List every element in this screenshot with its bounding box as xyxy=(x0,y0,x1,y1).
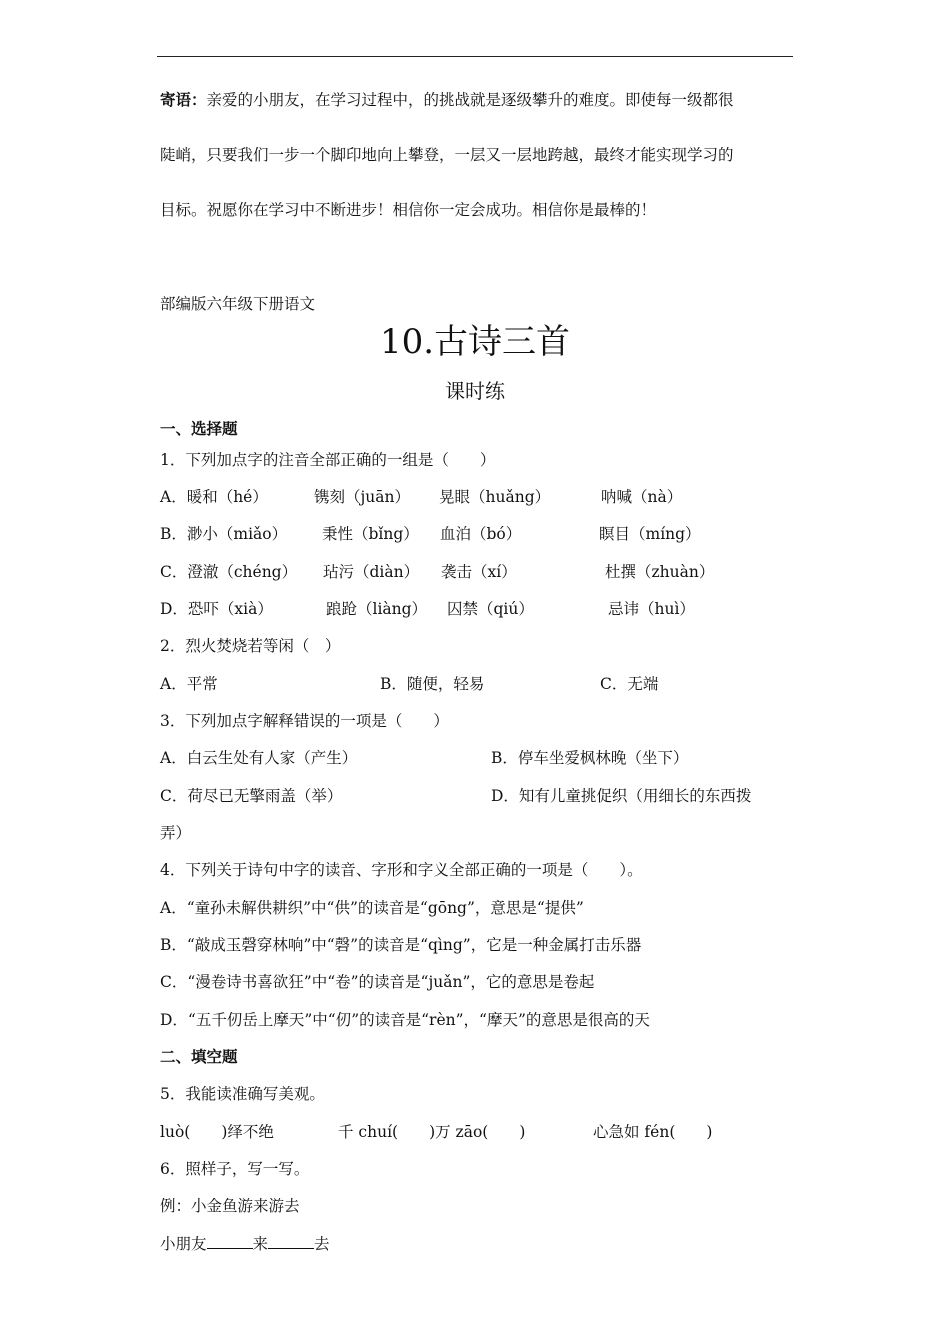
q1-a-3: 晃眼（huǎng） xyxy=(439,488,551,506)
q1-d-1: D．恐吓（xià） xyxy=(160,600,273,618)
header-rule xyxy=(157,56,793,57)
q5-item-3: 心急如 fén( ) xyxy=(593,1123,713,1141)
q6-blank-1[interactable] xyxy=(207,1234,253,1249)
q6-answer-line xyxy=(160,1234,330,1254)
q6-answer-end: 去 xyxy=(314,1235,330,1253)
q6-answer-mid: 来 xyxy=(252,1235,269,1253)
page-subtitle: 课时练 xyxy=(445,379,505,403)
header-label: 寄语： xyxy=(160,90,207,109)
q6-answer-start: 小朋友 xyxy=(160,1235,207,1253)
section-choice-heading: 一、选择题 xyxy=(160,419,238,438)
q5-item-1: luò( )绎不绝 xyxy=(160,1123,274,1141)
q1-d-4: 忌讳（huì） xyxy=(608,600,695,618)
q6-blank-2[interactable] xyxy=(268,1234,314,1249)
q4-option-b: B．“敲成玉磬穿林响”中“磬”的读音是“qìng”，它是一种金属打击乐器 xyxy=(160,936,642,954)
q3-stem: 3．下列加点字解释错误的一项是（ ） xyxy=(160,712,449,730)
q3-option-d-wrap: 弄） xyxy=(160,824,192,842)
q4-option-d: D．“五千仞岳上摩天”中“仞”的读音是“rèn”，“摩天”的意思是很高的天 xyxy=(160,1011,650,1029)
q5-item-2: 千 chuí( )万 zāo( ) xyxy=(338,1123,526,1141)
q1-b-1: B．渺小（miǎo） xyxy=(160,525,288,543)
q6-example: 例：小金鱼游来游去 xyxy=(160,1197,300,1215)
q3-option-a: A．白云生处有人家（产生） xyxy=(160,749,358,767)
q4-option-c: C．“漫卷诗书喜欲狂”中“卷”的读音是“juǎn”，它的意思是卷起 xyxy=(160,973,595,991)
q2-option-c: C．无端 xyxy=(600,675,659,693)
q1-a-2: 镌刻（juān） xyxy=(314,488,411,506)
section-fill-heading: 二、填空题 xyxy=(160,1047,238,1066)
header-text-1: 亲爱的小朋友，在学习过程中，的挑战就是逐级攀升的难度。即使每一级都很 xyxy=(206,91,734,109)
q1-d-2: 踉跄（liàng） xyxy=(326,600,428,618)
q6-stem: 6．照样子，写一写。 xyxy=(160,1160,310,1178)
q3-option-c: C．荷尽已无擎雨盖（举） xyxy=(160,787,343,805)
q3-option-b: B．停车坐爱枫林晚（坐下） xyxy=(491,749,689,767)
header-line-1 xyxy=(160,90,734,110)
q2-stem: 2．烈火焚烧若等闲（ ） xyxy=(160,637,341,655)
q4-option-a: A．“童孙未解供耕织”中“供”的读音是“gōng”，意思是“提供” xyxy=(160,899,584,917)
page-title: 10.古诗三首 xyxy=(379,322,571,362)
q2-option-a: A．平常 xyxy=(160,675,218,693)
q1-b-2: 秉性（bǐng） xyxy=(322,525,419,543)
header-line-3: 目标。祝愿你在学习中不断进步！相信你一定会成功。相信你是最棒的！ xyxy=(160,201,657,219)
doc-source: 部编版六年级下册语文 xyxy=(160,295,316,313)
q1-c-1: C．澄澈（chéng） xyxy=(160,563,298,581)
q1-a-1: A．暖和（hé） xyxy=(160,488,268,506)
q4-stem: 4．下列关于诗句中字的读音、字形和字义全部正确的一项是（ ）。 xyxy=(160,861,643,879)
q1-d-3: 囚禁（qiú） xyxy=(447,600,534,618)
q1-c-4: 杜撰（zhuàn） xyxy=(605,563,715,581)
q1-c-3: 袭击（xí） xyxy=(441,563,517,581)
q3-option-d: D．知有儿童挑促织（用细长的东西拨 xyxy=(491,787,752,805)
q1-b-4: 瞑目（míng） xyxy=(599,525,701,543)
q5-stem: 5．我能读准确写美观。 xyxy=(160,1085,325,1103)
q1-c-2: 玷污（diàn） xyxy=(323,563,420,581)
header-line-2: 陡峭，只要我们一步一个脚印地向上攀登，一层又一层地跨越，最终才能实现学习的 xyxy=(160,146,734,164)
q1-b-3: 血泊（bó） xyxy=(440,525,522,543)
q2-option-b: B．随便，轻易 xyxy=(380,675,485,693)
q1-a-4: 呐喊（nà） xyxy=(601,488,683,506)
q1-stem: 1．下列加点字的注音全部正确的一组是（ ） xyxy=(160,451,496,469)
